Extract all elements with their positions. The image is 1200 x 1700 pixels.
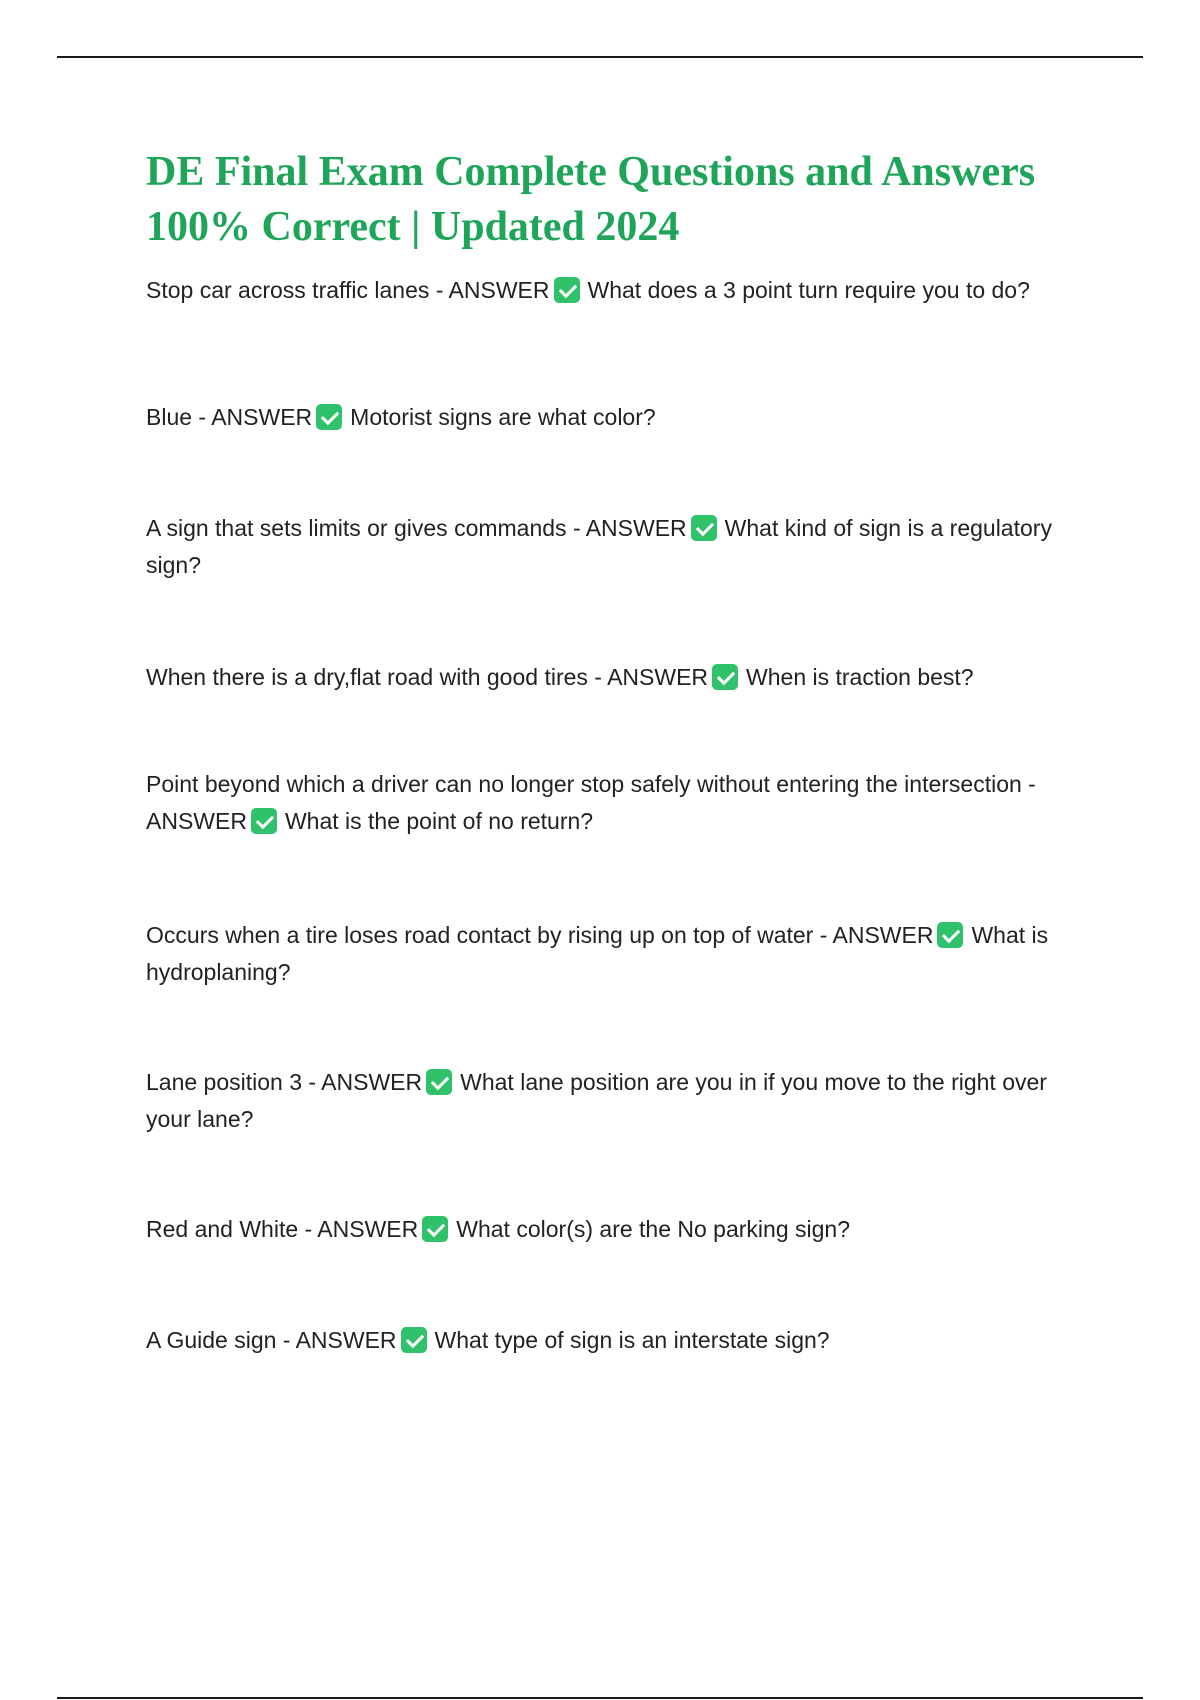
check-mark-icon bbox=[712, 664, 738, 690]
check-mark-icon bbox=[554, 277, 580, 303]
qa-question: What lane position are you in if you move to the right over your lane? bbox=[146, 1069, 1047, 1132]
qa-answer: Blue - ANSWER bbox=[146, 404, 313, 430]
qa-answer: A sign that sets limits or gives commands - ANSWER bbox=[146, 515, 687, 541]
check-mark-icon bbox=[422, 1216, 448, 1242]
qa-answer: Lane position 3 - ANSWER bbox=[146, 1069, 423, 1095]
qa-question: What color(s) are the No parking sign? bbox=[456, 1216, 850, 1242]
check-mark-icon bbox=[401, 1327, 427, 1353]
qa-item bbox=[146, 1322, 1096, 1359]
qa-answer: Red and White - ANSWER bbox=[146, 1216, 419, 1242]
qa-answer: A Guide sign - ANSWER bbox=[146, 1327, 397, 1353]
qa-question: What kind of sign is a regulatory sign? bbox=[146, 515, 1052, 578]
qa-item bbox=[146, 399, 1096, 436]
check-mark-icon bbox=[316, 404, 342, 430]
check-mark-icon bbox=[251, 808, 277, 834]
qa-item bbox=[146, 510, 1096, 584]
document-title: DE Final Exam Complete Questions and Answers 100% Correct | Updated 2024 bbox=[146, 149, 1036, 250]
qa-question: When is traction best? bbox=[746, 664, 974, 690]
qa-answer: Stop car across traffic lanes - ANSWER bbox=[146, 277, 550, 303]
top-rule bbox=[57, 56, 1143, 58]
qa-question: What does a 3 point turn require you to do? bbox=[587, 277, 1030, 303]
qa-answer: Point beyond which a driver can no longer stop safely without entering the intersection - ANSWER bbox=[146, 771, 1036, 834]
qa-item bbox=[146, 272, 1096, 309]
document-body bbox=[146, 145, 1096, 1353]
qa-question: What is hydroplaning? bbox=[146, 922, 1049, 985]
check-mark-icon bbox=[426, 1069, 452, 1095]
check-mark-icon bbox=[691, 515, 717, 541]
qa-item bbox=[146, 1211, 1096, 1248]
qa-question: Motorist signs are what color? bbox=[350, 404, 656, 430]
qa-question: What type of sign is an interstate sign? bbox=[434, 1327, 830, 1353]
qa-answer: Occurs when a tire loses road contact by rising up on top of water - ANSWER bbox=[146, 922, 934, 948]
qa-item bbox=[146, 1064, 1096, 1138]
qa-item bbox=[146, 917, 1096, 991]
qa-item bbox=[146, 766, 1096, 840]
check-mark-icon bbox=[937, 922, 963, 948]
qa-question: What is the point of no return? bbox=[284, 808, 594, 834]
bottom-rule bbox=[57, 1697, 1143, 1699]
qa-answer: When there is a dry,flat road with good tires - ANSWER bbox=[146, 664, 709, 690]
qa-item bbox=[146, 659, 1096, 696]
